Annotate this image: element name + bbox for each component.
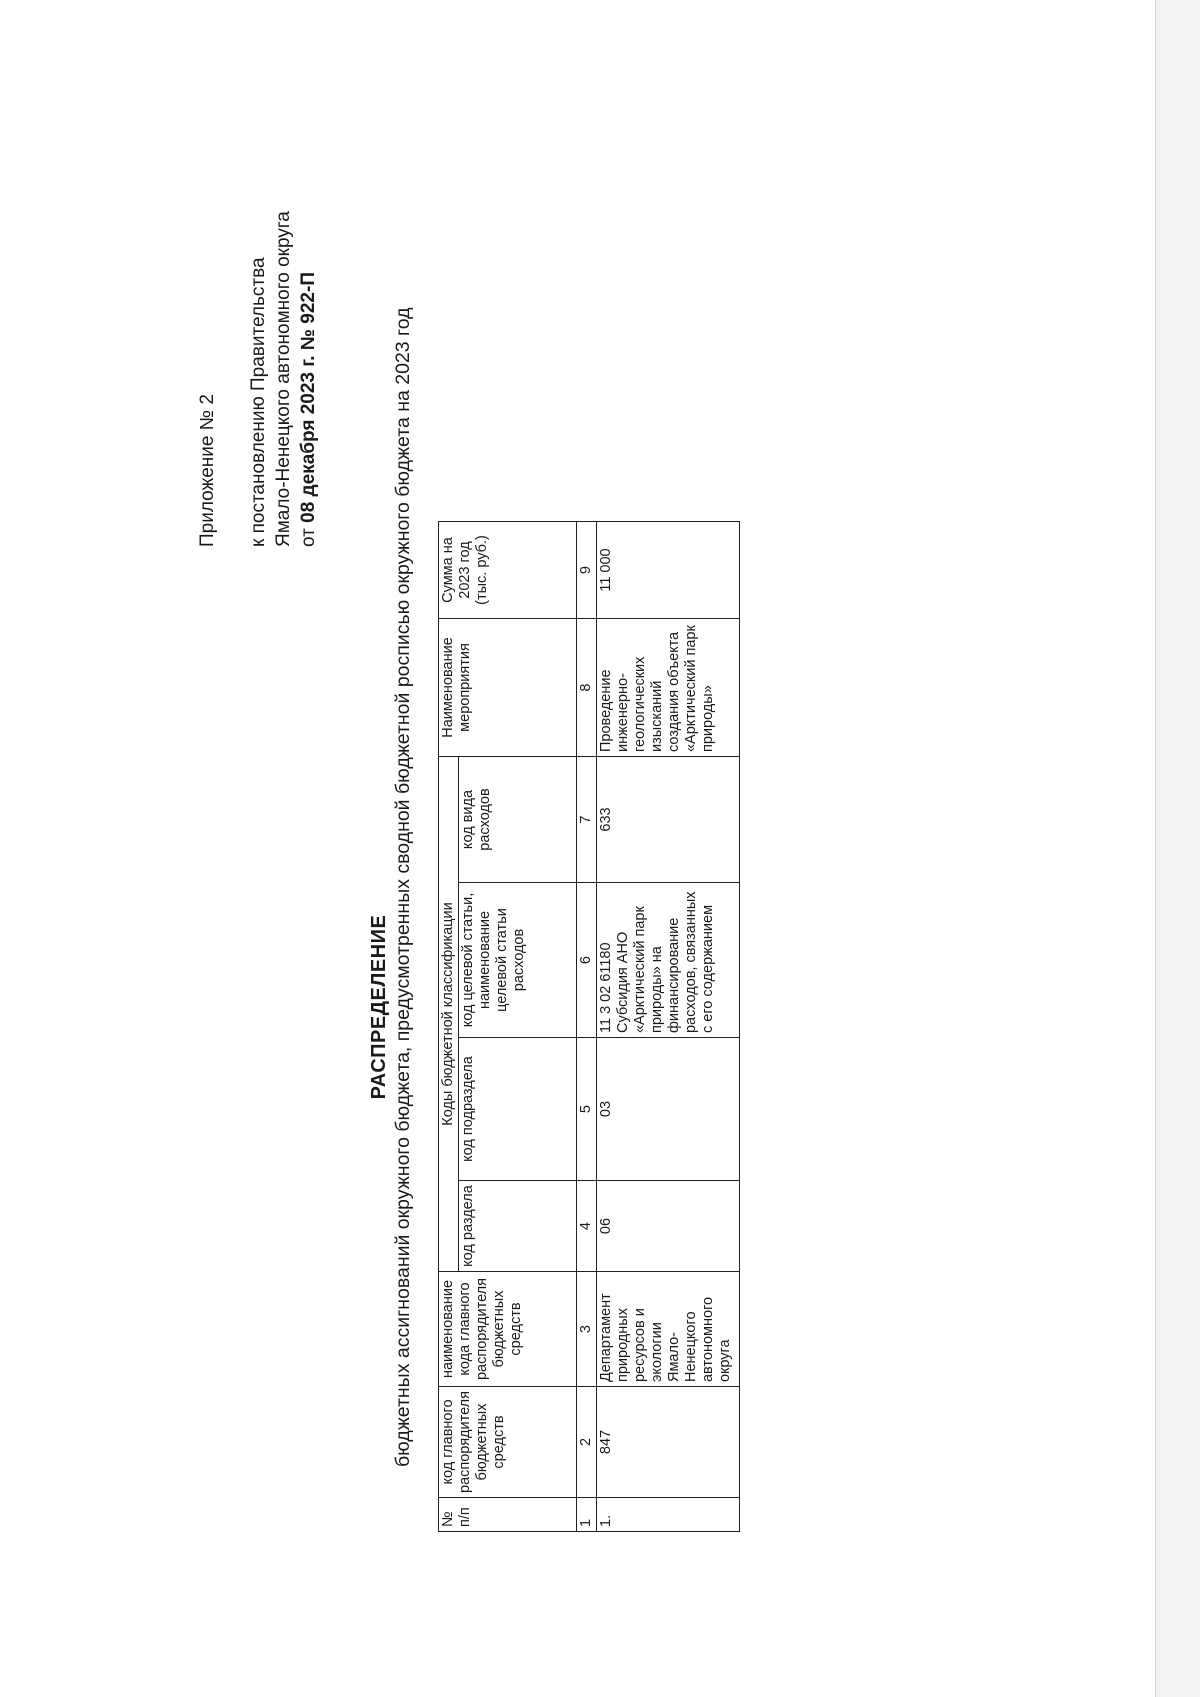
table-header-row: [439, 522, 459, 1532]
column-number: 4: [577, 1181, 597, 1272]
appendix-block: [195, 127, 321, 547]
appendix-date-prefix: от: [298, 522, 319, 547]
header-grbs-code: код главного распорядителя бюджетных средств: [439, 1387, 577, 1498]
cell-target: 11 3 02 61180 Субсидия АНО «Арктический парк природы» на финансирование расходов, связанных с его содержанием: [597, 883, 740, 1038]
appendix-line-3: [296, 127, 321, 547]
cell-event: Проведение инженерно-геологических изысканий создания объекта «Арктический парк природы»: [597, 619, 740, 757]
table-row: [597, 522, 740, 1532]
column-number: 6: [577, 883, 597, 1038]
cell-num: 1.: [597, 1498, 740, 1532]
header-classification-group: Коды бюджетной классификации: [439, 757, 459, 1272]
column-numbers-row: [577, 522, 597, 1532]
header-amount: Сумма на 2023 год (тыс. руб.): [439, 522, 577, 619]
document-subtitle: бюджетных ассигнований окружного бюджета, предусмотренных сводной бюджетной росписью окружного бюджета на 2023 год: [392, 307, 414, 1467]
header-num: № п/п: [439, 1498, 577, 1532]
header-expense-type: код вида расходов: [459, 757, 577, 883]
cell-grbs-code: 847: [597, 1387, 740, 1498]
document-title: РАСПРЕДЕЛЕНИЕ: [368, 914, 390, 1100]
column-number: 8: [577, 619, 597, 757]
cell-section: 06: [597, 1181, 740, 1272]
appendix-date-number: 08 декабря 2023 г. № 922-П: [298, 272, 319, 523]
appendix-line-1: к постановлению Правительства: [248, 257, 269, 547]
cell-subsection: 03: [597, 1038, 740, 1181]
column-number: 5: [577, 1038, 597, 1181]
column-number: 3: [577, 1272, 597, 1387]
header-event: Наименование мероприятия: [439, 619, 577, 757]
header-target: код целевой статьи, наименование целевой статьи расходов: [459, 883, 577, 1038]
column-number: 9: [577, 522, 597, 619]
cell-expense-type: 633: [597, 757, 740, 883]
header-section: код раздела: [459, 1181, 577, 1272]
header-subsection: код подраздела: [459, 1038, 577, 1181]
cell-grbs-name: Департамент природных ресурсов и экологии Ямало-Ненецкого автономного округа: [597, 1272, 740, 1387]
budget-table: [438, 521, 740, 1532]
appendix-number: Приложение № 2: [197, 394, 218, 547]
column-number: 2: [577, 1387, 597, 1498]
column-number: 7: [577, 757, 597, 883]
header-grbs-name: наименование кода главного распорядителя бюджетных средств: [439, 1272, 577, 1387]
cell-amount: 11 000: [597, 522, 740, 619]
appendix-line-2: Ямало-Ненецкого автономного округа: [273, 211, 294, 547]
column-number: 1: [577, 1498, 597, 1532]
